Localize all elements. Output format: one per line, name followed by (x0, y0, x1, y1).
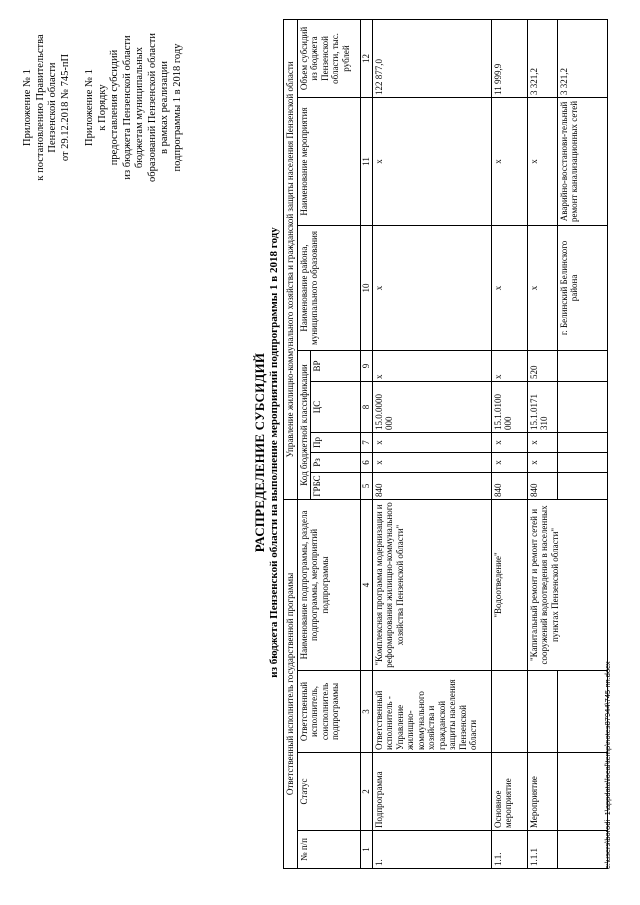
appendix-line: из бюджета Пензенской области (121, 35, 133, 180)
row-rz (557, 452, 607, 472)
appendix-line: в рамках реализации (159, 61, 170, 154)
col-number: 6 (361, 452, 373, 472)
header-cs: ЦС (311, 381, 361, 432)
row-status: Мероприятие (527, 753, 557, 831)
row-status: Подпрограмма (372, 753, 491, 831)
row-executor (557, 671, 607, 753)
appendix-line: предоставления субсидий (109, 49, 120, 166)
col-number: 3 (361, 671, 373, 753)
row-num (557, 831, 607, 869)
row-cs: 15.1.0100 000 (491, 381, 527, 432)
row-rz: х (527, 452, 557, 472)
row-status (557, 753, 607, 831)
row-executor: Ответственный исполнитель - Управление жилищно-коммунального хозяйства и гражданской защиты населения Пензенской области (372, 671, 491, 753)
appendix-line: образований Пензенской области (146, 33, 158, 182)
row-grbs: 840 (527, 472, 557, 499)
appendix-line: к постановлению Правительства (34, 34, 46, 181)
col-number: 5 (361, 472, 373, 499)
row-rz: х (491, 452, 527, 472)
header-num: № п/п (297, 831, 361, 869)
appendix-line: подпрограммы 1 в 2018 году (171, 43, 183, 172)
row-status: Основное мероприятие (491, 753, 527, 831)
row-district: х (372, 225, 491, 350)
appendix-line: бюджетам муниципальных (134, 46, 145, 169)
row-event: х (372, 97, 491, 225)
col-number: 10 (361, 225, 373, 350)
appendix-header (22, 25, 184, 190)
file-path-footer: c:\users\borodi~1\appdata\local\temp\notes87944\745-пп.docx (603, 661, 612, 869)
row-num: 1.1.1 (527, 831, 557, 869)
col-number: 11 (361, 97, 373, 225)
header-rz: Рз (311, 452, 361, 472)
subsidy-table-wrapper (283, 20, 608, 869)
row-event: х (491, 97, 527, 225)
row-cs: 15.1.0171 310 (527, 381, 557, 432)
document-subtitle: из бюджета Пензенской области на выполнение мероприятий подпрограммы 1 в 2018 году (268, 227, 280, 678)
header-pr: Пр (311, 432, 361, 452)
table-row (372, 19, 491, 868)
row-volume: 3 321,2 (557, 19, 607, 97)
row-volume: 3 321,2 (527, 19, 557, 97)
row-pr (557, 432, 607, 452)
col-number: 2 (361, 753, 373, 831)
row-pr: х (491, 432, 527, 452)
row-district: г. Белинский Белинского района (557, 225, 607, 350)
table-row (557, 19, 607, 868)
header-executor: Ответственный исполнитель, соисполнитель подпрограммы (297, 671, 361, 753)
row-num: 1. (372, 831, 491, 869)
row-vr: х (491, 350, 527, 381)
appendix-line: Приложение № 1 (84, 69, 95, 146)
row-vr: 520 (527, 350, 557, 381)
row-executor (527, 671, 557, 753)
row-volume: 11 999,9 (491, 19, 527, 97)
appendix-line: от 29.12.2018 № 745-пП (59, 53, 71, 162)
header-budget-code: Код бюджетной классификации (297, 350, 311, 499)
header-grbs: ГРБС (311, 472, 361, 499)
table-row (527, 19, 557, 868)
header-vr: ВР (311, 350, 361, 381)
row-vr: х (372, 350, 491, 381)
col-number: 1 (361, 831, 373, 869)
row-cs (557, 381, 607, 432)
header-name: Наименование подпрограммы, раздела подпрограммы, мероприятий подпрограммы (297, 499, 361, 670)
row-grbs (557, 472, 607, 499)
responsible-value: Управление жилищно-коммунального хозяйства и гражданской защиты населения Пензенской области (284, 19, 298, 499)
responsible-row (284, 19, 298, 868)
row-name: "Водоотведение" (491, 499, 527, 670)
row-name: "Капитальный ремонт и ремонт сетей и сооружений водоотведения в населенных пунктах Пензенской области" (527, 499, 607, 670)
table-row (491, 19, 527, 868)
appendix-line: Пензенской области (47, 62, 58, 153)
col-number: 8 (361, 381, 373, 432)
row-pr: х (372, 432, 491, 452)
col-number: 12 (361, 19, 373, 97)
header-status: Статус (297, 753, 361, 831)
row-num: 1.1. (491, 831, 527, 869)
row-district: х (491, 225, 527, 350)
row-event: Аварийно-восстанови-тельный ремонт канализационных сетей (557, 97, 607, 225)
appendix-line: к Порядку (96, 84, 108, 131)
col-number: 7 (361, 432, 373, 452)
row-name: "Комплексная программа модернизации и реформирования жилищно-коммунального хозяйства Пензенской области" (372, 499, 491, 670)
row-district: х (527, 225, 557, 350)
spacer (72, 25, 84, 190)
row-volume: 122 877,0 (372, 19, 491, 97)
col-number: 4 (361, 499, 373, 670)
header-volume: Объем субсидий из бюджета Пензенской области, тыс. рублей (297, 19, 361, 97)
row-executor (491, 671, 527, 753)
row-vr (557, 350, 607, 381)
appendix-line: Приложение № 1 (22, 69, 33, 146)
responsible-label: Ответственный исполнитель государственной программы (284, 499, 298, 868)
row-grbs: 840 (372, 472, 491, 499)
subsidy-table (283, 19, 608, 869)
col-number: 9 (361, 350, 373, 381)
header-event: Наименование мероприятия (297, 97, 361, 225)
row-rz: х (372, 452, 491, 472)
row-grbs: 840 (491, 472, 527, 499)
row-cs: 15.0.0000 000 (372, 381, 491, 432)
document-title: РАСПРЕДЕЛЕНИЕ СУБСИДИЙ (252, 352, 267, 553)
column-numbers-row (361, 19, 373, 868)
header-district: Наименование района, муниципального образования (297, 225, 361, 350)
header-row-1 (297, 19, 311, 868)
row-event: х (527, 97, 557, 225)
row-pr: х (527, 432, 557, 452)
